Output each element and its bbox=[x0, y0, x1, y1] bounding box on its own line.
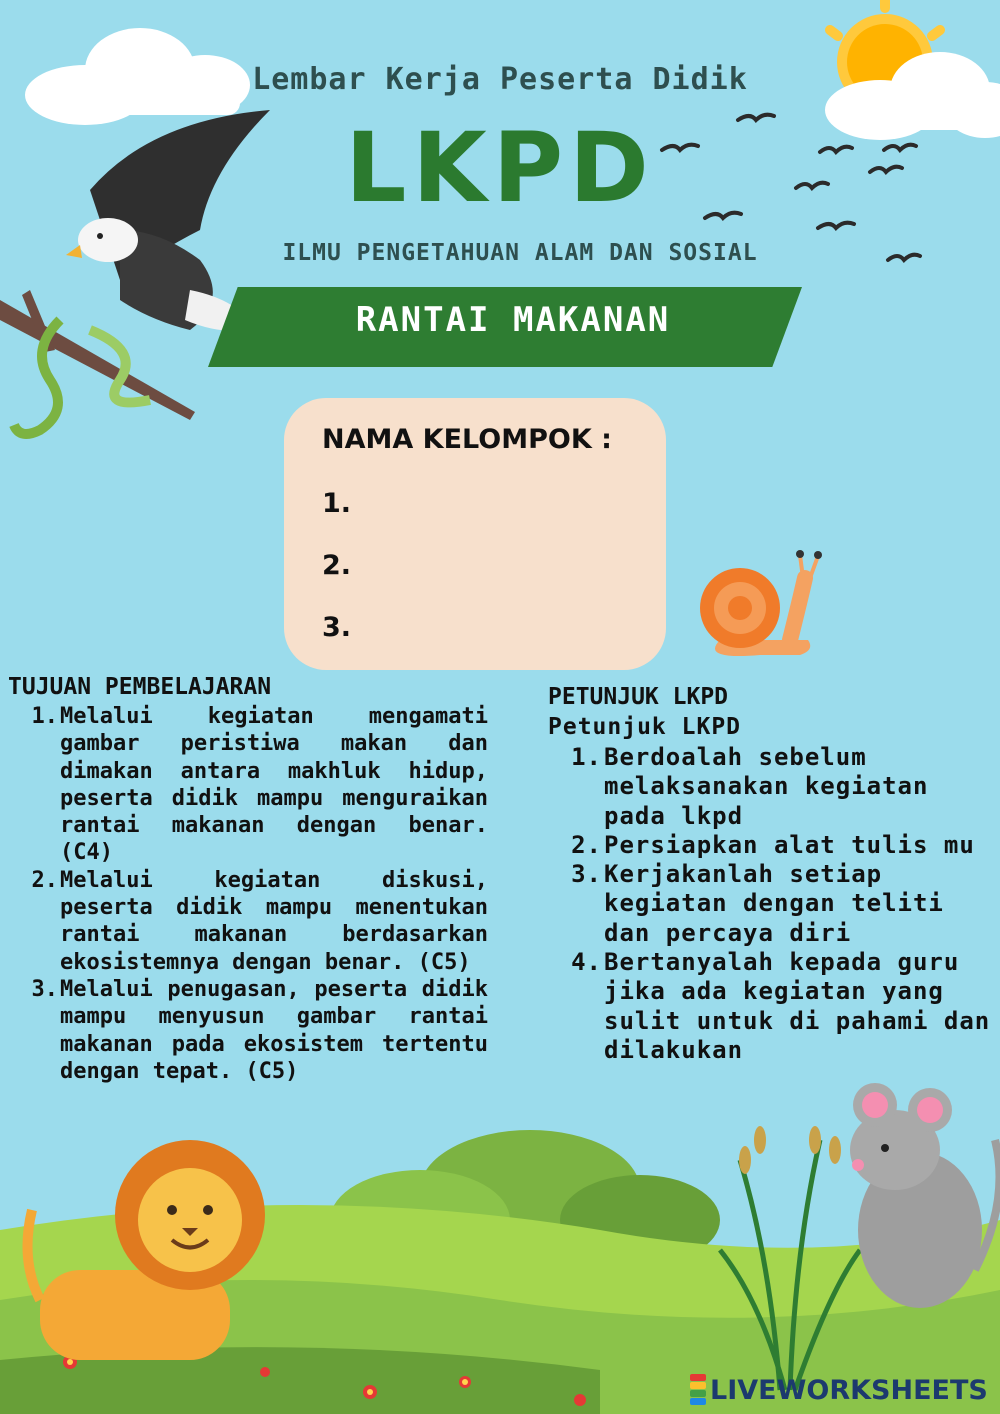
instruction-item bbox=[568, 860, 998, 948]
instruction-number: 2. bbox=[571, 830, 602, 859]
snail-icon bbox=[700, 550, 822, 656]
liveworksheets-logo[interactable] bbox=[690, 1374, 988, 1406]
worksheet-subtitle: Lembar Kerja Peserta Didik bbox=[252, 62, 748, 97]
topic-title: RANTAI MAKANAN bbox=[355, 300, 671, 340]
objective-text: Melalui penugasan, peserta didik mampu menyusun gambar rantai makanan pada ekosistem tertentu dengan tepat. (C5) bbox=[60, 976, 488, 1084]
instruction-text: Berdoalah sebelum melaksanakan kegiatan pada lkpd bbox=[604, 743, 929, 830]
instruction-item bbox=[568, 948, 998, 1065]
objective-item bbox=[28, 703, 488, 867]
group-member-1-number: 1. bbox=[322, 488, 352, 519]
instructions-list bbox=[568, 743, 998, 1065]
subject-label: ILMU PENGETAHUAN ALAM DAN SOSIAL bbox=[282, 240, 758, 266]
worksheet-title: LKPD bbox=[345, 112, 655, 224]
instructions-subheading: Petunjuk LKPD bbox=[548, 714, 742, 740]
instruction-number: 3. bbox=[571, 860, 602, 889]
objective-number: 3. bbox=[31, 976, 58, 1002]
objectives-list bbox=[28, 703, 488, 1085]
group-member-2-number: 2. bbox=[322, 550, 352, 581]
objective-text: Melalui kegiatan diskusi, peserta didik mampu menentukan rantai makanan berdasarkan ekosistemnya dengan benar. (C5) bbox=[60, 867, 488, 975]
objective-number: 2. bbox=[31, 867, 58, 893]
group-name-title: NAMA KELOMPOK : bbox=[322, 424, 612, 455]
instructions-heading: PETUNJUK LKPD bbox=[548, 684, 729, 710]
instruction-text: Bertanyalah kepada guru jika ada kegiatan yang sulit untuk di pahami dan dilakukan bbox=[604, 948, 991, 1064]
instruction-number: 4. bbox=[571, 948, 602, 977]
instruction-number: 1. bbox=[571, 743, 602, 771]
instruction-item bbox=[568, 831, 998, 860]
liveworksheets-badge-icon bbox=[690, 1374, 706, 1406]
instruction-text: Persiapkan alat tulis mu bbox=[604, 830, 975, 859]
objective-item bbox=[28, 867, 488, 976]
objective-number: 1. bbox=[31, 704, 58, 729]
objective-item bbox=[28, 976, 488, 1085]
instruction-item bbox=[568, 743, 998, 831]
instruction-text: Kerjakanlah setiap kegiatan dengan teliti dan percaya diri bbox=[604, 860, 944, 947]
group-member-3-number: 3. bbox=[322, 612, 352, 643]
objective-text: Melalui kegiatan mengamati gambar peristiwa makan dan dimakan antara makhluk hidup, peserta didik mampu menguraikan rantai makanan dengan benar. (C4) bbox=[60, 704, 488, 866]
objectives-heading: TUJUAN PEMBELAJARAN bbox=[8, 674, 272, 700]
liveworksheets-text: LIVEWORKSHEETS bbox=[710, 1374, 988, 1406]
